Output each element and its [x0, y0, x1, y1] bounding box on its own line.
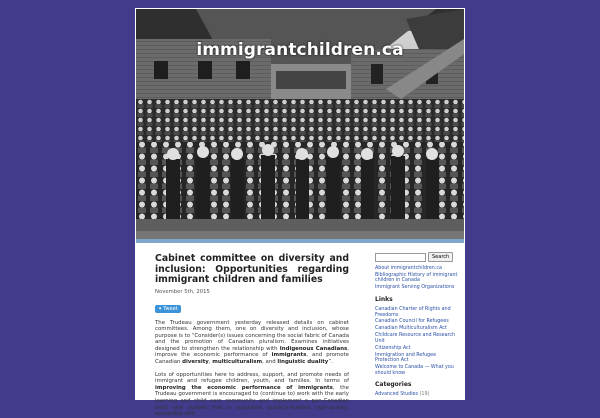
post-title[interactable]: Cabinet committee on diversity and inclusion: Opportunities regarding immigrant children and families: [155, 253, 349, 285]
links-heading: Links: [375, 295, 393, 303]
text: , improve the economic performance of: [155, 345, 349, 359]
links-list: [375, 307, 459, 376]
category-count: (19): [419, 392, 430, 398]
bold-text: multiculturalism: [212, 359, 263, 366]
tweet-button[interactable]: [155, 305, 181, 313]
post-content: [155, 254, 349, 418]
page-link-bibliography[interactable]: Bibliographic History of immigrant children in Canada: [375, 272, 458, 284]
link-charter[interactable]: Canadian Charter of Rights and Freedoms: [375, 306, 451, 318]
bold-text: improving the economic performance of immigrants: [155, 384, 333, 391]
link-welcome-canada[interactable]: Welcome to Canada — What you should know: [375, 365, 454, 376]
header-banner: [136, 9, 464, 239]
search-form: [375, 252, 459, 262]
tweet-label: Tweet: [163, 305, 178, 312]
link-multiculturalism-act[interactable]: Canadian Multiculturalism Act: [375, 326, 447, 332]
search-button[interactable]: Search: [428, 252, 453, 262]
bold-text: Indigenous Canadians: [279, 345, 348, 352]
text: The Trudeau government yesterday released details on cabinet committees. Among them, one on diversity and inclusion, whose purpose is to “Consider(s) issues concerning the social fabric of Canada and the promotion of Canadian pluralism. Examines initiatives designed to strengthen the relationship with: [155, 319, 349, 352]
page-link-organizations[interactable]: Immigrant Serving Organizations: [375, 285, 455, 291]
sidebar: [375, 252, 459, 399]
site-title[interactable]: immigrantchildren.ca: [196, 40, 404, 60]
categories-list: [375, 392, 459, 398]
bold-text: immigrants: [271, 352, 307, 359]
link-citizenship-act[interactable]: Citizenship Act: [375, 345, 411, 351]
post-paragraph-2: [155, 372, 349, 418]
text: , the Trudeau government is encouraged to (continue to) work with the early learning and child care community and implement a pan-Canadian child care system that is regulated, publicly-funded, high-quality, accessible and: [155, 384, 349, 418]
categories-heading: Categories: [375, 381, 412, 389]
bold-text: linguistic duality: [277, 359, 329, 366]
link-childcare-resource[interactable]: Childcare Resource and Research Unit: [375, 333, 456, 344]
pages-list: [375, 266, 459, 291]
text: ”.: [328, 359, 333, 366]
post-paragraph-1: [155, 320, 349, 366]
twitter-bird-icon: ✦: [158, 305, 163, 312]
text: Lots of opportunities here to address, support, and promote needs of immigrant and refugee children, youth, and families. In terms of: [155, 371, 349, 385]
text: , and promote Canadian: [155, 352, 349, 366]
search-input[interactable]: [375, 253, 426, 262]
category-item[interactable]: [375, 392, 459, 398]
header-divider: [136, 239, 464, 243]
page-link-about[interactable]: About immigrantchildren.ca: [375, 266, 442, 271]
page-container: [135, 8, 465, 418]
bold-text: diversity: [182, 359, 209, 366]
link-irpa[interactable]: Immigration and Refugee Protection Act: [375, 352, 437, 364]
link-council-refugees[interactable]: Canadian Council for Refugees: [375, 319, 449, 325]
category-name: Advanced Studies: [375, 392, 419, 398]
text: , and: [262, 359, 278, 366]
post-date: November 5th, 2015: [155, 288, 210, 295]
text: ,: [208, 359, 213, 366]
